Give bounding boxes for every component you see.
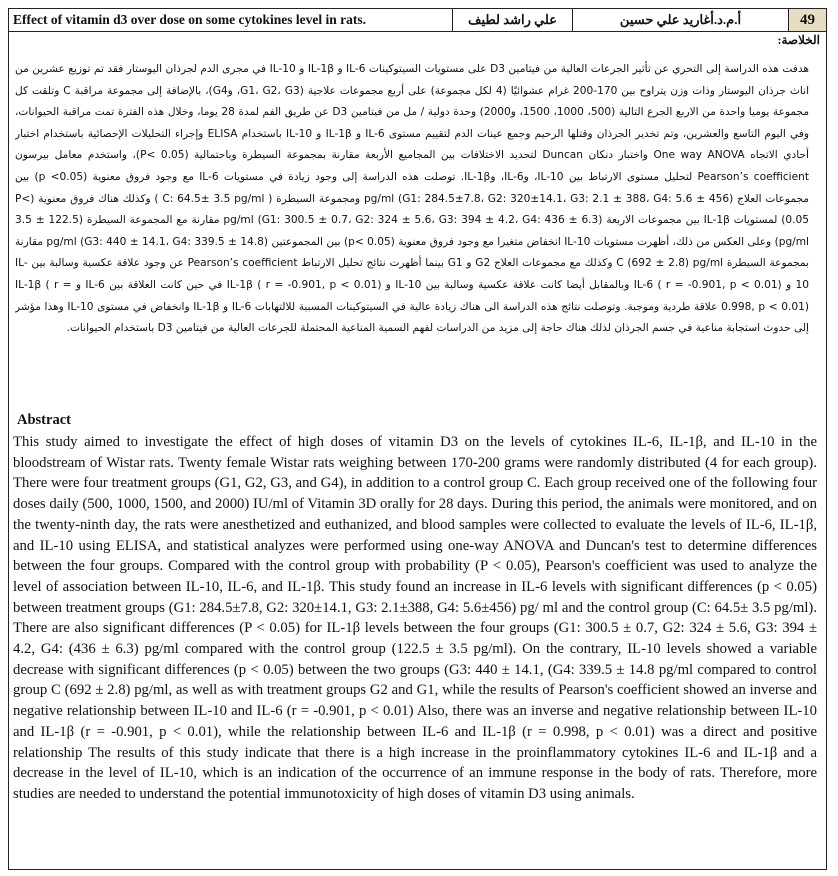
abstract-heading: Abstract	[17, 412, 71, 428]
author-first: أ.م.د.أغاريد علي حسين	[573, 9, 789, 31]
page-number: 49	[789, 9, 826, 31]
abstract-body: This study aimed to investigate the effect of high doses of vitamin D3 on the levels of cytokines IL-6, IL-1β, and IL-10 in the bloodstream of Wistar rats. Twenty female Wistar rats weighing between 170-200 grams were randomly distributed (4 for each group). There were four treatment groups (G1, G2, G3, and G4), in addition to a control group C. Each group received one of the following four doses daily (500, 1000, 1500, and 2000) IU/ml of Vitamin 3D orally for 28 days. During this period, the animals were monitored, and on the twenty-ninth day, the rats were anesthetized and euthanized, and blood samples were collected to evaluate the levels of IL-6, IL-1β, and IL-10 using ELISA, and statistical analyzes were performed using one-way ANOVA and Duncan's test to determine differences between the four groups. Compared with the control group with probability (P < 0.05), Pearson's coefficient was used to analyze the level of association between IL-10, IL-6, and IL-1β. This study found an increase in IL-6 levels with significant differences (p < 0.05) between treatment groups (G1: 284.5±7.8, G2: 320±14.1, G3: 2.1±388, G4: 5.6±456) pg/ ml and the control group (C: 64.5± 3.5 pg/ml). There are also significant differences (P < 0.05) for IL-1β levels between the four groups (G1: 300.5 ± 0.7, G2: 324 ± 5.6, G3: 394 ± 4.2, G4: (436 ± 6.3) pg/ml compared with the control group (122.5 ± 3.5 pg/ml). On the contrary, IL-10 levels showed a variable decrease with significant differences (p < 0.05) between the two groups (G3: 440 ± 14.1, (G4: 339.5 ± 14.8 pg/ml compared to control group C (692 ± 2.8) pg/ml, as well as with treatment groups G2 and G1, while the results of Pearson's coefficient showed an inverse and negative relationship between IL-10 and IL-6 (r = -0.901, p < 0.01) Also, there was an inverse and negative relationship between IL-10 and IL-1β (r = -0.901, p < 0.01), while the relationship between IL-6 and IL-1β (r = 0.998, p < 0.01) was a direct and positive relationship The results of this study indicate that there is a high increase in the proinflammatory cytokines IL-6 and IL-1β and a decrease in the level of IL-10, which is an indication of the occurrence of an immune response in the body of rats. Therefore, more studies are needed to understand the potential immunotoxicity of high doses of vitamin D3 using animals.	[13, 434, 817, 802]
page-frame	[8, 8, 827, 870]
header-bar	[9, 9, 826, 32]
paper-title: Effect of vitamin d3 over dose on some cytokines level in rats.	[9, 9, 453, 31]
arabic-abstract-body: هدفت هذه الدراسة إلى التحري عن تأثير الجرعات العالية من فيتامين D3 على مستويات السيتوكينات IL-6 و IL-1β و IL-10 في مجرى الدم لجرذان اليوستار فقد تم توزيع عشرين من اناث جرذان اليوستار وذات وزن يتراوح بين 170-200 غرام عشوائيًا (4 لكل مجموعة) على أربع مجموعات علاجية (G1، G2، G3، وG4)، بالإضافة إلى مجموعة مراقبة C وتلقت كل مجموعة يوميا واحدة من الاربع الجرع التالية (500، 1000، 1500، و2000) وحدة دولية / مل من فيتامين D3 عن طريق الفم لمدة 28 يوما، وخلال هذه الفترة تمت مراقبة الحيوانات، وفي اليوم التاسع والعشرين، وتم تخدير الجرذان وقتلها الرحيم وجمع عينات الدم لتقييم مستوى IL-6 و IL-1β و IL-10 باستخدام ELISA وإجراء التحليلات الإحصائية باستخدام اختبار أحادي الاتجاه One way ANOVA واختبار دنكان Duncan لتحديد الاختلافات بين المجاميع الأربعة مقارنة بمجموعة السيطرة وباحتمالية (P< 0.05)، واستخدم معامل بيرسون Pearson’s coefficient لتحليل مستوى الارتباط بين IL-10، وIL-6، وIL-1β. توصلت هذه الدراسة إلى وجود زيادة في مستويات IL-6 مع وجود فروق معنوية (p <0.05) بين مجموعات العلاج (G1: 284.5±7.8، G2: 320±14.1، G3: 2.1 ± 388، G4: 5.6 ± 456) pg/ml ومجموعة السيطرة ( C: 64.5± 3.5 pg/ml ) وكذلك هناك فروق معنوية (P< 0.05) لمستويات IL-1β بين مجموعات الاربعة (G1: 300.5 ± 0.7، G2: 324 ± 5.6، G3: 394 ± 4.2، G4: 436 ± 6.3) pg/ml مقارنة مع المجموعة السيطرة (122.5 ± 3.5 pg/ml) وعلى العكس من ذلك، أظهرت مستويات IL-10 انخفاض متغيرا مع وجود فروق معنوية (p< 0.05) بين المجموعتين (G3: 440 ± 14.1، G4: 339.5 ± 14.8) pg/ml مقارنة بمجموعة السيطرة C (692 ± 2.8) pg/ml وكذلك مع مجموعات العلاج G2 و G1 بينما أظهرت نتائج تحليل الارتباط Pearson’s coefficient عن وجود علاقة عكسية وسالبة بين IL-10 و IL-6 ( r = -0.901, p < 0.01) وبالمقابل أيضا كانت علاقة عكسية وسالبة بين IL-10 و IL-1β ( r = -0.901, p < 0.01) في حين كانت العلاقة بين IL-6 و IL-1β ( r = 0.998, p < 0.01) علاقة طردية وموجبة. وتوصلت نتائج هذه الدراسة الى هناك زيادة عالية في السيتوكينات المسببة للالتهابات IL-6 و IL-1β وانخفاض في مستوى IL-10 وهذا مؤشر إلى حدوث استجابة مناعية في جسم الجرذان لذلك هناك حاجة إلى مزيد من الدراسات لفهم السمية المناعية المحتملة للجرعات العالية من فيتامين D3 باستخدام الحيوانات.	[15, 63, 809, 335]
author-second: علي راشد لطيف	[453, 9, 573, 31]
arabic-abstract-heading: الخلاصة:	[777, 33, 820, 47]
